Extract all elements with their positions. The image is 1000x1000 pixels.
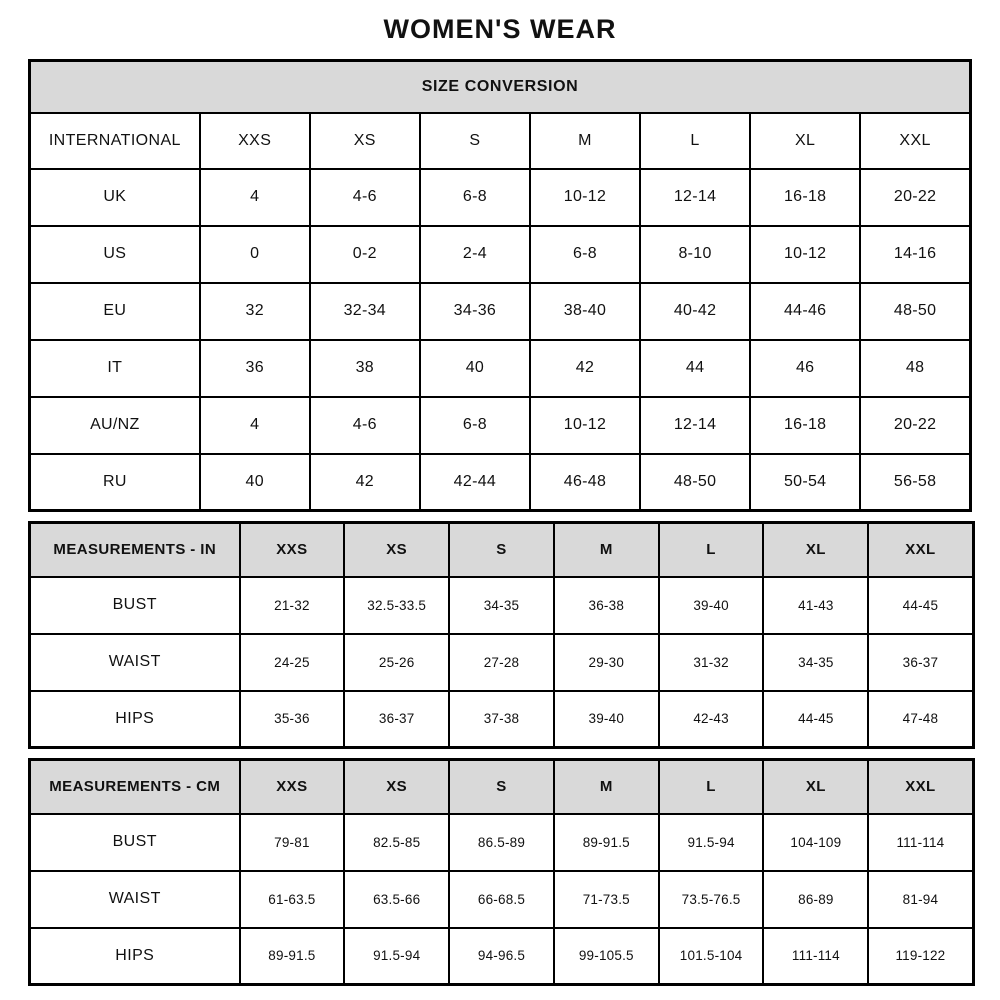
value-cell: 89-91.5 (240, 928, 345, 985)
size-header: S (420, 113, 530, 169)
value-cell: 2-4 (420, 226, 530, 283)
value-cell: 50-54 (750, 454, 860, 511)
value-cell: 44-46 (750, 283, 860, 340)
value-cell: 6-8 (420, 169, 530, 226)
value-cell: 101.5-104 (659, 928, 764, 985)
value-cell: 46-48 (530, 454, 640, 511)
value-cell: 99-105.5 (554, 928, 659, 985)
value-cell: 34-36 (420, 283, 530, 340)
value-cell: 48-50 (640, 454, 750, 511)
value-cell: 86.5-89 (449, 814, 554, 871)
value-cell: 10-12 (750, 226, 860, 283)
row-label: AU/NZ (30, 397, 200, 454)
value-cell: 39-40 (659, 577, 764, 634)
value-cell: 0-2 (310, 226, 420, 283)
measurements-in-header-row (30, 523, 974, 577)
value-cell: 24-25 (240, 634, 345, 691)
table-row (30, 454, 971, 511)
table-row (30, 691, 974, 748)
value-cell: 48-50 (860, 283, 970, 340)
size-header: XL (763, 523, 868, 577)
value-cell: 36-37 (868, 634, 973, 691)
size-header: M (554, 760, 659, 814)
value-cell: 44-45 (868, 577, 973, 634)
value-cell: 119-122 (868, 928, 973, 985)
value-cell: 40 (420, 340, 530, 397)
value-cell: 91.5-94 (344, 928, 449, 985)
value-cell: 36-38 (554, 577, 659, 634)
row-label: BUST (30, 577, 240, 634)
value-cell: 94-96.5 (449, 928, 554, 985)
value-cell: 41-43 (763, 577, 868, 634)
measurements-cm-table (28, 758, 975, 986)
value-cell: 32 (200, 283, 310, 340)
value-cell: 82.5-85 (344, 814, 449, 871)
size-header: XXS (240, 760, 345, 814)
measurements-in-title: MEASUREMENTS - IN (30, 523, 240, 577)
value-cell: 38-40 (530, 283, 640, 340)
page-title: WOMEN'S WEAR (383, 14, 617, 44)
value-cell: 12-14 (640, 397, 750, 454)
size-header: XXL (868, 523, 973, 577)
size-header: XS (344, 523, 449, 577)
row-label: RU (30, 454, 200, 511)
value-cell: 20-22 (860, 169, 970, 226)
value-cell: 111-114 (763, 928, 868, 985)
value-cell: 42-43 (659, 691, 764, 748)
size-header: L (659, 760, 764, 814)
row-label: EU (30, 283, 200, 340)
value-cell: 44-45 (763, 691, 868, 748)
value-cell: 10-12 (530, 397, 640, 454)
value-cell: 31-32 (659, 634, 764, 691)
table-row (30, 397, 971, 454)
value-cell: 35-36 (240, 691, 345, 748)
value-cell: 0 (200, 226, 310, 283)
measurements-cm-title: MEASUREMENTS - CM (30, 760, 240, 814)
size-conversion-table (28, 59, 972, 512)
value-cell: 25-26 (344, 634, 449, 691)
size-header: L (640, 113, 750, 169)
table-row (30, 169, 971, 226)
value-cell: 38 (310, 340, 420, 397)
value-cell: 81-94 (868, 871, 973, 928)
value-cell: 40 (200, 454, 310, 511)
size-header: M (530, 113, 640, 169)
value-cell: 8-10 (640, 226, 750, 283)
value-cell: 56-58 (860, 454, 970, 511)
value-cell: 34-35 (449, 577, 554, 634)
table-row (30, 814, 974, 871)
row-label: BUST (30, 814, 240, 871)
value-cell: 27-28 (449, 634, 554, 691)
value-cell: 21-32 (240, 577, 345, 634)
size-header: XS (344, 760, 449, 814)
table-row (30, 871, 974, 928)
value-cell: 44 (640, 340, 750, 397)
size-header: S (449, 760, 554, 814)
value-cell: 47-48 (868, 691, 973, 748)
size-header: L (659, 523, 764, 577)
row-label: HIPS (30, 928, 240, 985)
value-cell: 40-42 (640, 283, 750, 340)
value-cell: 6-8 (530, 226, 640, 283)
value-cell: 48 (860, 340, 970, 397)
value-cell: 89-91.5 (554, 814, 659, 871)
value-cell: 42 (310, 454, 420, 511)
size-header: XS (310, 113, 420, 169)
size-conversion-banner: SIZE CONVERSION (30, 61, 971, 113)
size-header: XXL (860, 113, 970, 169)
value-cell: 16-18 (750, 397, 860, 454)
value-cell: 46 (750, 340, 860, 397)
value-cell: 37-38 (449, 691, 554, 748)
size-header: XL (763, 760, 868, 814)
value-cell: 32.5-33.5 (344, 577, 449, 634)
value-cell: 32-34 (310, 283, 420, 340)
table-row (30, 577, 974, 634)
table-row (30, 928, 974, 985)
value-cell: 73.5-76.5 (659, 871, 764, 928)
value-cell: 91.5-94 (659, 814, 764, 871)
value-cell: 29-30 (554, 634, 659, 691)
value-cell: 34-35 (763, 634, 868, 691)
value-cell: 10-12 (530, 169, 640, 226)
value-cell: 12-14 (640, 169, 750, 226)
size-header: XXS (240, 523, 345, 577)
value-cell: 61-63.5 (240, 871, 345, 928)
value-cell: 6-8 (420, 397, 530, 454)
row-label: HIPS (30, 691, 240, 748)
size-header: XL (750, 113, 860, 169)
measurements-in-table (28, 521, 975, 749)
size-header: XXS (200, 113, 310, 169)
value-cell: 111-114 (868, 814, 973, 871)
size-conversion-banner-row (30, 61, 971, 113)
value-cell: 14-16 (860, 226, 970, 283)
measurements-cm-header-row (30, 760, 974, 814)
value-cell: 42 (530, 340, 640, 397)
value-cell: 4-6 (310, 169, 420, 226)
value-cell: 63.5-66 (344, 871, 449, 928)
value-cell: 16-18 (750, 169, 860, 226)
value-cell: 86-89 (763, 871, 868, 928)
value-cell: 71-73.5 (554, 871, 659, 928)
row-label: WAIST (30, 871, 240, 928)
table-row (30, 340, 971, 397)
row-label: WAIST (30, 634, 240, 691)
size-header: M (554, 523, 659, 577)
size-header: S (449, 523, 554, 577)
value-cell: 79-81 (240, 814, 345, 871)
value-cell: 104-109 (763, 814, 868, 871)
value-cell: 36-37 (344, 691, 449, 748)
row-label: UK (30, 169, 200, 226)
value-cell: 66-68.5 (449, 871, 554, 928)
value-cell: 4 (200, 169, 310, 226)
value-cell: 36 (200, 340, 310, 397)
value-cell: 39-40 (554, 691, 659, 748)
size-conversion-header-row (30, 113, 971, 169)
value-cell: 20-22 (860, 397, 970, 454)
table-row (30, 283, 971, 340)
table-row (30, 226, 971, 283)
row-label: US (30, 226, 200, 283)
row-label: IT (30, 340, 200, 397)
value-cell: 4 (200, 397, 310, 454)
size-header: XXL (868, 760, 973, 814)
value-cell: 42-44 (420, 454, 530, 511)
value-cell: 4-6 (310, 397, 420, 454)
table-row (30, 634, 974, 691)
international-header: INTERNATIONAL (30, 113, 200, 169)
